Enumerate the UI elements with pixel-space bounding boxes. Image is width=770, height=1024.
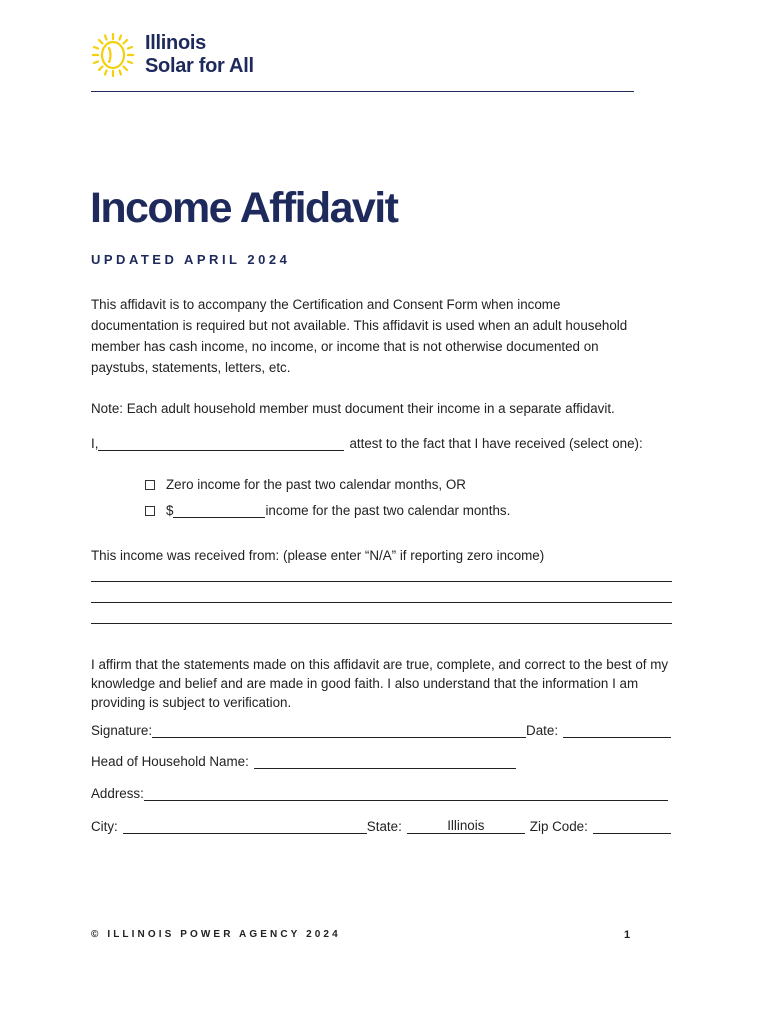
state-label: State: [366, 819, 402, 834]
page-number: 1 [624, 929, 631, 941]
page-title: Income Affidavit [90, 184, 398, 232]
city-field[interactable] [123, 819, 367, 834]
attest-suffix: attest to the fact that I have received (select one): [349, 436, 643, 451]
option-zero-income [145, 477, 466, 492]
option-amount-income [145, 503, 510, 518]
address-row [91, 786, 668, 801]
received-from-line-1[interactable] [91, 581, 672, 582]
attest-prefix: I, [91, 436, 99, 451]
option2-label: income for the past two calendar months. [265, 503, 511, 518]
address-field[interactable] [144, 786, 668, 801]
zero-income-checkbox[interactable] [145, 480, 155, 490]
intro-paragraph: This affidavit is to accompany the Certification and Consent Form when income documentation is required but not available. This affidavit is used when an adult household member has cash income, no income, or income that is not otherwise documented on paystubs, statements, letters, etc. [91, 297, 628, 375]
amount-blank-field[interactable] [173, 503, 265, 518]
city-row [91, 819, 671, 834]
logo-line1: Illinois [145, 32, 206, 54]
state-field[interactable]: Illinois [407, 819, 525, 834]
signature-field[interactable] [152, 723, 526, 738]
head-of-household-label: Head of Household Name: [91, 754, 249, 769]
signature-row [91, 723, 671, 738]
signature-label: Signature: [91, 723, 153, 738]
zip-field[interactable] [593, 819, 671, 834]
sun-logo-icon [89, 30, 137, 80]
date-label: Date: [526, 723, 559, 738]
footer-copyright: © ILLINOIS POWER AGENCY 2024 [91, 929, 341, 940]
logo [89, 30, 254, 80]
address-label: Address: [91, 786, 144, 801]
option1-label: Zero income for the past two calendar months, OR [166, 477, 466, 492]
header-divider [91, 91, 634, 92]
affirm-paragraph: I affirm that the statements made on this affidavit are true, complete, and correct to the best of my knowledge and belief and are made in good faith. I also understand that the information I am providing is subject to verification. [91, 657, 669, 710]
logo-text [145, 32, 254, 78]
option2-prefix: $ [166, 503, 174, 518]
amount-income-checkbox[interactable] [145, 506, 155, 516]
updated-date: UPDATED APRIL 2024 [91, 252, 291, 267]
attest-line [91, 436, 643, 451]
date-field[interactable] [563, 723, 671, 738]
city-label: City: [91, 819, 118, 834]
received-from-line-3[interactable] [91, 623, 672, 624]
note-paragraph: Note: Each adult household member must document their income in a separate affidavit. [91, 401, 615, 416]
logo-line2: Solar for All [145, 55, 254, 77]
name-blank-field[interactable] [98, 436, 344, 451]
head-of-household-row [91, 754, 516, 769]
received-from-label: This income was received from: (please enter “N/A” if reporting zero income) [91, 548, 545, 563]
received-from-line-2[interactable] [91, 602, 672, 603]
head-of-household-field[interactable] [254, 754, 516, 769]
zip-label: Zip Code: [529, 819, 588, 834]
